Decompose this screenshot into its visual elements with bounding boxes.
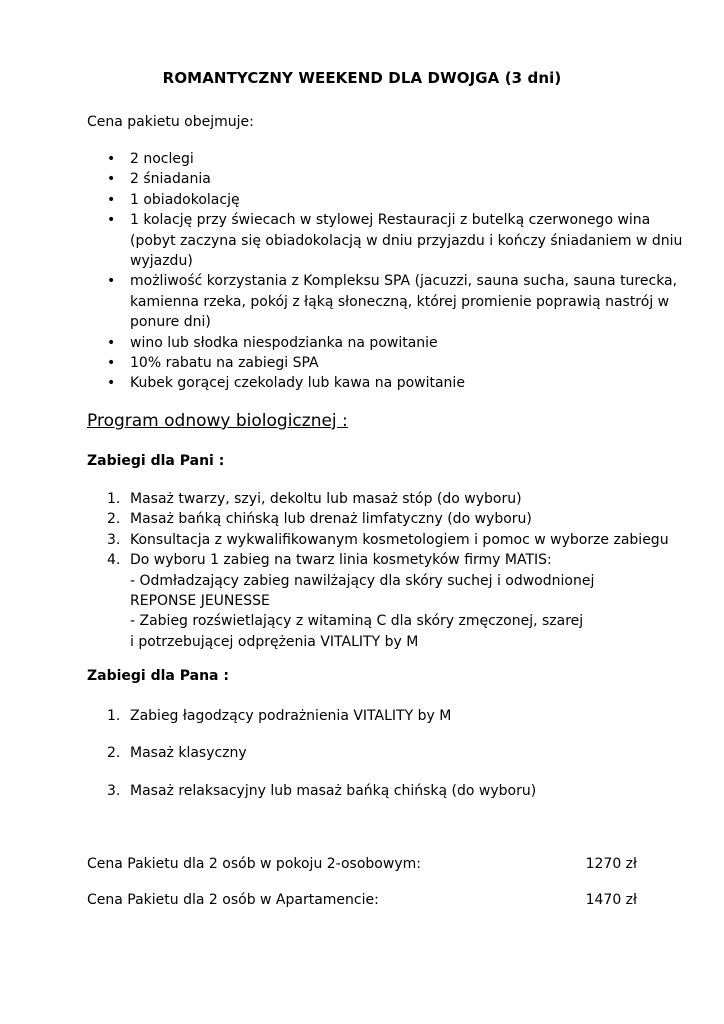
item-text: Do wyboru 1 zabieg na twarz linia kosmetyków firmy MATIS: <box>130 552 552 569</box>
document-title: ROMANTYCZNY WEEKEND DLA DWOJGA (3 dni) <box>162 69 562 87</box>
item-number: 1. <box>107 491 121 507</box>
item-text: Zabieg łagodzący podrażnienia VITALITY by M <box>130 708 452 724</box>
item-number: 2. <box>107 745 121 762</box>
price-value: 1470 zł <box>585 892 637 908</box>
list-item <box>107 706 690 726</box>
price-label: Cena Pakietu dla 2 osób w pokoju 2-osobowym: <box>87 856 421 872</box>
men-treatments-list <box>87 706 690 818</box>
item-text: i potrzebującej odprężenia VITALITY by M <box>130 633 419 650</box>
item-text: Masaż klasyczny <box>130 745 247 762</box>
item-number: 2. <box>107 511 121 528</box>
list-item: • 2 noclegi <box>130 149 690 169</box>
list-item <box>107 781 690 801</box>
item-text: - Odmładzający zabieg nawilżający dla skóry suchej i odwodnionej <box>130 572 595 589</box>
list-item: • wino lub słodka niespodzianka na powitanie <box>130 333 690 353</box>
item-number: 1. <box>107 708 121 724</box>
list-item: • 10% rabatu na zabiegi SPA <box>130 353 690 373</box>
list-item <box>107 530 690 550</box>
list-item: • Kubek gorącej czekolady lub kawa na powitanie <box>130 373 690 393</box>
program-heading: Program odnowy biologicznej : <box>87 411 348 431</box>
item-text: Masaż twarzy, szyi, dekoltu lub masaż stóp (do wyboru) <box>130 491 522 507</box>
list-item <box>107 743 690 763</box>
list-item: • 1 obiadokolację <box>130 190 690 210</box>
price-label: Cena Pakietu dla 2 osób w Apartamencie: <box>87 892 379 908</box>
package-items-list <box>87 149 690 394</box>
women-treatments-heading: Zabiegi dla Pani : <box>87 453 225 469</box>
list-item <box>107 550 690 652</box>
list-item: • 1 kolację przy świecach w stylowej Restauracji z butelką czerwonego wina (pobyt zaczyna się obiadokolacją w dniu przyjazdu i kończy śniadaniem w dniu wyjazdu) <box>130 210 690 271</box>
item-text: Masaż bańką chińską lub drenaż limfatyczny (do wyboru) <box>130 511 532 528</box>
price-value: 1270 zł <box>585 856 637 872</box>
item-text: Konsultacja z wykwalifikowanym kosmetologiem i pomoc w wyborze zabiegu <box>130 531 669 548</box>
item-number: 4. <box>107 552 121 569</box>
list-item <box>107 509 690 529</box>
list-item: • 2 śniadania <box>130 169 690 189</box>
item-number: 3. <box>107 782 121 799</box>
list-item: • możliwość korzystania z Kompleksu SPA (jacuzzi, sauna sucha, sauna turecka, kamienna rzeka, pokój z łąką słoneczną, której promienie poprawią nastrój w ponure dni) <box>130 271 690 332</box>
item-number: 3. <box>107 531 121 548</box>
item-text: - Zabieg rozświetlający z witaminą C dla skóry zmęczonej, szarej <box>130 613 584 630</box>
price-row-apartment <box>87 892 637 908</box>
list-item <box>107 489 690 509</box>
price-row-double-room <box>87 856 637 872</box>
women-treatments-list <box>87 489 690 652</box>
item-text: REPONSE JEUNESSE <box>130 593 270 610</box>
item-text: Masaż relaksacyjny lub masaż bańką chińską (do wyboru) <box>130 782 537 799</box>
package-intro: Cena pakietu obejmuje: <box>87 114 254 130</box>
men-treatments-heading: Zabiegi dla Pana : <box>87 668 229 684</box>
